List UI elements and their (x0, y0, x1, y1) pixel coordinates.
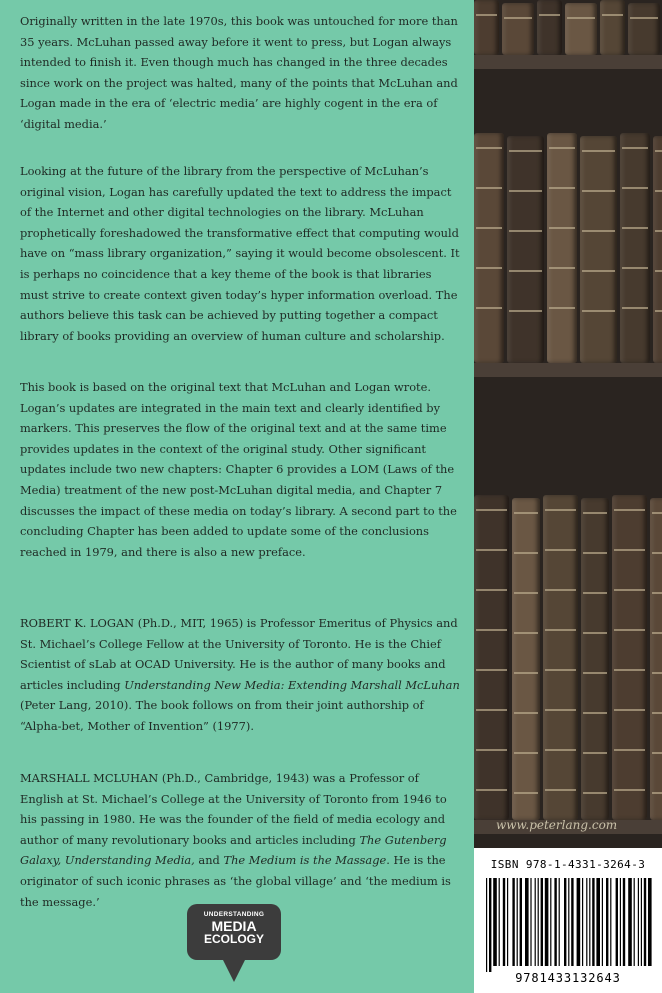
description-paragraph-2 (20, 161, 460, 346)
book-band (545, 589, 576, 591)
barcode-bar (648, 878, 652, 966)
book-band (583, 552, 607, 554)
book-band (614, 669, 645, 671)
book-band (514, 512, 538, 514)
barcode-bar (545, 878, 549, 966)
barcode-bar (644, 878, 646, 966)
barcode-bar (559, 878, 560, 966)
book-band (545, 629, 576, 631)
shelf-book (580, 136, 617, 363)
shelf-board (474, 55, 662, 69)
book-band (652, 512, 662, 514)
book-band (514, 552, 538, 554)
book-band (614, 749, 645, 751)
barcode-bar (571, 878, 573, 966)
shelf-book (474, 495, 509, 820)
barcode-bar (499, 878, 500, 966)
book-band (549, 187, 575, 189)
book-band (614, 589, 645, 591)
book-band (476, 629, 507, 631)
shelf-book (543, 495, 578, 820)
paragraph-run: ROBERT K. LOGAN (Ph.D., MIT, 1965) is Professor Emeritus of Physics and St. Michael’s College Fellow at the University of Toronto. He is the Chief Scientist of sLab at OCAD University. He is the author of many books and articles including (20, 616, 458, 692)
barcode-bar (610, 878, 611, 966)
paragraph-run: . He is the originator of such iconic phrases as ‘the global village’ and ‘the medium is the message.’ (20, 853, 451, 909)
book-band (622, 227, 648, 229)
shelf-book (474, 133, 504, 363)
barcode-bar (582, 878, 583, 966)
description-paragraph-1 (20, 11, 460, 135)
book-band (582, 270, 615, 272)
author-bio-logan (20, 613, 460, 737)
book-band (652, 712, 662, 714)
book-band (476, 14, 497, 16)
book-band (476, 227, 502, 229)
barcode-bar (538, 878, 539, 966)
barcode-digits: 9781433132643 (515, 971, 621, 985)
book-band (655, 310, 662, 312)
book-band (652, 672, 662, 674)
paragraph-run: The Gutenberg Galaxy, Understanding Media, (20, 832, 447, 868)
barcode-bar (641, 878, 642, 966)
book-band (652, 632, 662, 634)
book-band (509, 190, 542, 192)
book-band (514, 632, 538, 634)
book-band (602, 14, 623, 16)
shelf-board (474, 363, 662, 377)
barcode-bar (589, 878, 590, 966)
shelf-book (474, 0, 499, 55)
shelf-book (512, 498, 540, 820)
book-band (622, 307, 648, 309)
book-band (583, 672, 607, 674)
barcode-bar (530, 878, 531, 966)
book-band (583, 512, 607, 514)
author-bio-mcluhan (20, 768, 460, 912)
book-band (514, 792, 538, 794)
barcode-bar (592, 878, 594, 966)
book-band (582, 190, 615, 192)
book-band (504, 17, 532, 19)
barcode-bar (602, 878, 603, 966)
shelf-book (600, 0, 625, 55)
shelf-book (581, 498, 609, 820)
barcode-bar (525, 878, 529, 966)
barcode-bar (628, 878, 632, 966)
shelf-book (537, 0, 562, 55)
book-band (655, 190, 662, 192)
book-band (567, 17, 595, 19)
book-band (476, 549, 507, 551)
book-band (614, 789, 645, 791)
paragraph-run: Originally written in the late 1970s, this book was untouched for more than 35 years. McLuhan passed away before it went to press, but Logan always intended to finish it. Even though much has changed in the three decades since work on the project was halted, many of the points that McLuhan and Logan made in the era of ‘electric media’ are highly cogent in the era of ‘digital media.’ (20, 14, 458, 131)
book-band (652, 552, 662, 554)
book-band (652, 792, 662, 794)
paragraph-run: and (194, 853, 224, 868)
barcode-bar (503, 878, 505, 966)
book-band (583, 712, 607, 714)
bookshelf-photo (474, 0, 662, 993)
barcode-bar (596, 878, 600, 966)
shelf-book (653, 136, 662, 363)
shelf-book (650, 498, 662, 820)
book-band (509, 230, 542, 232)
barcode-bar (489, 878, 491, 972)
barcode-bar (486, 878, 487, 972)
isbn-barcode-box (474, 848, 662, 993)
book-band (582, 150, 615, 152)
barcode-bar (520, 878, 522, 966)
barcode-bar (620, 878, 621, 966)
shelf-book (612, 495, 647, 820)
barcode-bar (535, 878, 536, 966)
book-band (655, 230, 662, 232)
book-band (514, 752, 538, 754)
shelf-book (507, 136, 544, 363)
barcode-bar (586, 878, 587, 966)
barcode-bar (564, 878, 566, 966)
book-band (545, 709, 576, 711)
barcode-bar (623, 878, 625, 966)
book-band (476, 307, 502, 309)
book-band (545, 669, 576, 671)
barcode-bar (512, 878, 514, 966)
book-band (476, 509, 507, 511)
publisher-url[interactable]: www.peterlang.com (496, 818, 618, 832)
shelf-book (565, 3, 597, 55)
barcode-icon (486, 878, 652, 972)
book-band (476, 789, 507, 791)
barcode-bar (616, 878, 618, 966)
book-band (545, 789, 576, 791)
paragraph-run: Looking at the future of the library from the perspective of McLuhan’s original vision, Logan has carefully updated the text to address the impact of the Internet and other digital technologies on the library. McLuhan prophetically foreshadowed the transformative effect that computing would have on “mass library organization,” saying it would become obsolescent. It is perhaps no coincidence that a key theme of the book is that libraries must strive to create context given today’s hyper information overload. The authors believe this task can be achieved by putting together a compact library of books providing an overview of human culture and scholarship. (20, 164, 460, 343)
paragraph-run: (Peter Lang, 2010). The book follows on from their joint authorship of “Alpha-bet, Mother of Invention” (1977). (20, 698, 424, 733)
book-band (514, 592, 538, 594)
book-band (582, 310, 615, 312)
book-band (539, 14, 560, 16)
isbn-label: ISBN 978-1-4331-3264-3 (490, 858, 646, 871)
barcode-bar (507, 878, 508, 966)
book-band (476, 187, 502, 189)
barcode-bar (541, 878, 543, 966)
book-band (549, 227, 575, 229)
book-band (630, 17, 658, 19)
book-band (622, 147, 648, 149)
book-band (622, 187, 648, 189)
book-band (583, 752, 607, 754)
series-logo (187, 904, 281, 960)
book-band (545, 749, 576, 751)
book-band (476, 147, 502, 149)
barcode-bar (606, 878, 608, 966)
paragraph-run: The Medium is the Massage (223, 853, 387, 868)
barcode-bar (550, 878, 551, 966)
book-band (509, 150, 542, 152)
book-band (549, 307, 575, 309)
book-band (614, 509, 645, 511)
book-band (476, 669, 507, 671)
book-band (655, 270, 662, 272)
barcode-bar (634, 878, 635, 966)
barcode-bar (517, 878, 518, 966)
book-band (545, 549, 576, 551)
logo-line-3: ECOLOGY (203, 932, 264, 946)
book-band (476, 589, 507, 591)
shelf-book (547, 133, 577, 363)
book-band (614, 549, 645, 551)
book-band (655, 150, 662, 152)
barcode-bar (568, 878, 569, 966)
book-band (583, 632, 607, 634)
book-band (509, 310, 542, 312)
barcode-bar (577, 878, 581, 966)
book-band (614, 629, 645, 631)
shelf-book (502, 3, 534, 55)
book-band (549, 147, 575, 149)
logo-line-2: MEDIA (211, 918, 257, 934)
barcode-bar (554, 878, 556, 966)
book-band (549, 267, 575, 269)
book-band (509, 270, 542, 272)
book-band (652, 752, 662, 754)
book-band (476, 749, 507, 751)
book-band (514, 712, 538, 714)
paragraph-run: MARSHALL MCLUHAN (Ph.D., Cambridge, 1943) was a Professor of English at St. Michael’s College at the University of Toronto from 1946 to his passing in 1980. He was the founder of the field of media ecology and author of many revolutionary books and articles including (20, 771, 447, 847)
book-band (582, 230, 615, 232)
book-band (514, 672, 538, 674)
book-band (622, 267, 648, 269)
shelf-book (628, 3, 660, 55)
book-band (652, 592, 662, 594)
paragraph-run: This book is based on the original text that McLuhan and Logan wrote. Logan’s updates are integrated in the main text and clearly identified by markers. This preserves the flow of the original text and at the same time provides updates in the context of the original study. Other significant updates include two new chapters: Chapter 6 provides a LOM (Laws of the Media) treatment of the new post-McLuhan digital media, and Chapter 7 discusses the impact of these media on today’s library. A second part to the concluding Chapter has been added to update some of the conclusions reached in 1979, and there is also a new preface. (20, 380, 457, 559)
book-band (545, 509, 576, 511)
book-band (583, 792, 607, 794)
shelf-book (620, 133, 650, 363)
barcode-bar (638, 878, 639, 966)
book-band (476, 709, 507, 711)
paragraph-run: Understanding New Media: Extending Marshall McLuhan (124, 677, 460, 692)
book-band (614, 709, 645, 711)
book-band (476, 267, 502, 269)
book-band (583, 592, 607, 594)
description-paragraph-3 (20, 377, 460, 562)
logo-line-1: UNDERSTANDING (203, 911, 265, 918)
barcode-bar (493, 878, 497, 966)
logo-pin-tip (223, 960, 245, 982)
